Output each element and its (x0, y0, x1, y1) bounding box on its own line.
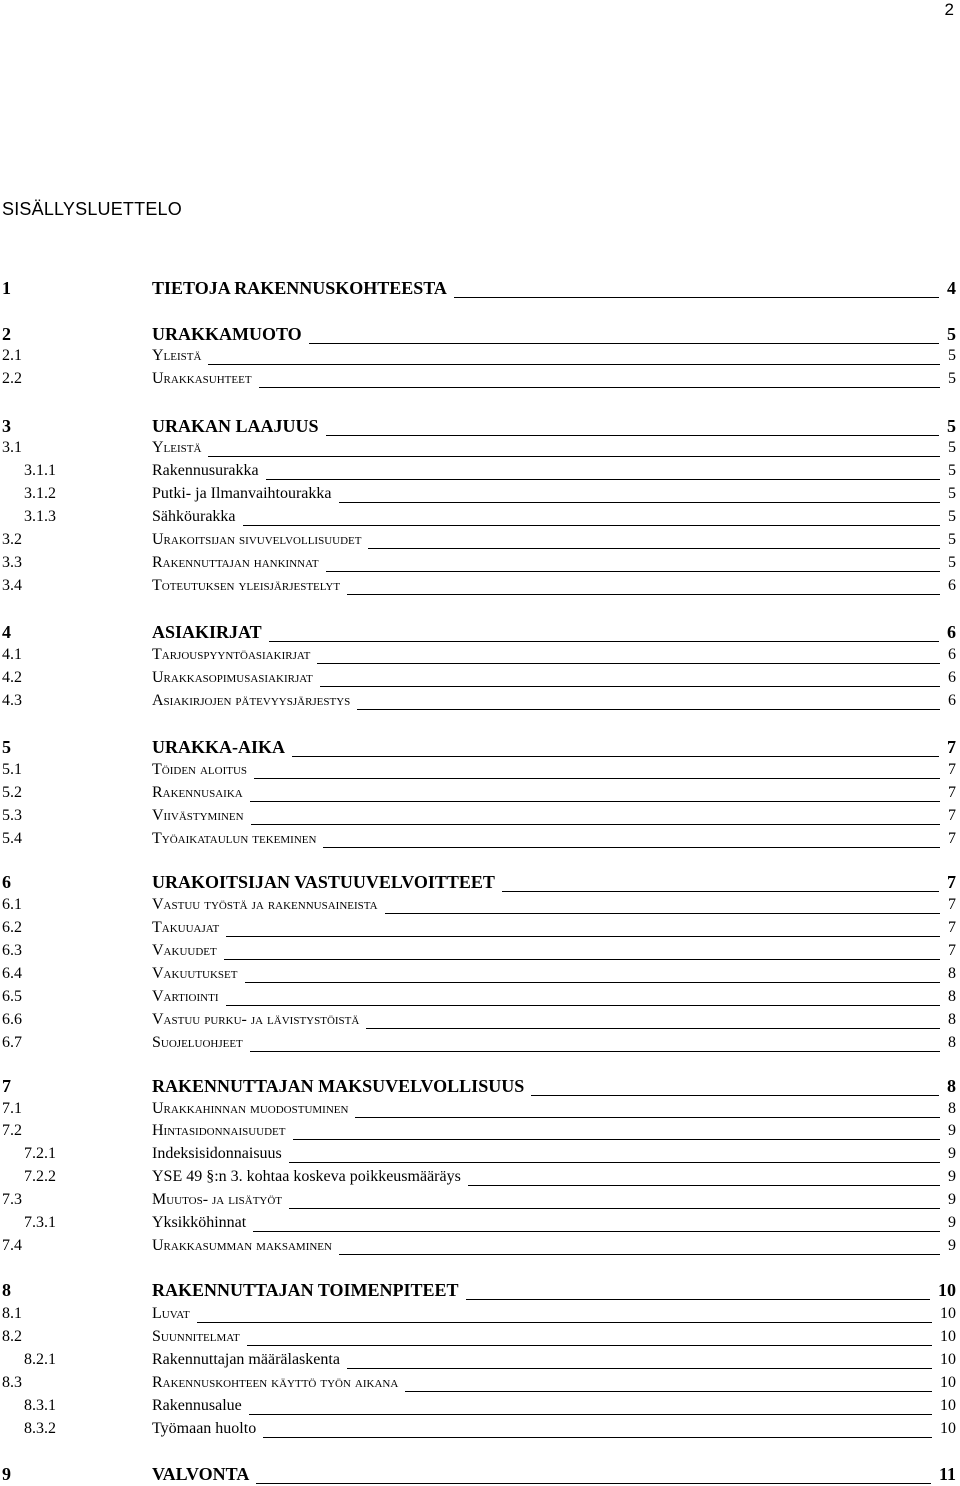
toc-leader-line (289, 1208, 940, 1209)
toc-entry-page: 10 (940, 1351, 956, 1368)
toc-entry-title: URAKOITSIJAN VASTUUVELVOITTEET (152, 872, 498, 893)
toc-entry[interactable] (0, 942, 960, 964)
toc-leader-line (269, 641, 939, 642)
toc-entry-number: 8.2.1 (24, 1351, 56, 1368)
toc-entry-title: Rakennusalue (152, 1397, 245, 1415)
toc-entry-title: RAKENNUTTAJAN TOIMENPITEET (152, 1280, 462, 1301)
toc-entry-number: 3.3 (2, 554, 22, 571)
toc-entry-page: 9 (948, 1145, 956, 1162)
toc-leader-line (320, 686, 940, 687)
toc-entry-page: 5 (948, 554, 956, 571)
toc-entry-title: VALVONTA (152, 1464, 252, 1485)
toc-entry[interactable] (0, 1122, 960, 1144)
toc-entry[interactable] (0, 669, 960, 691)
toc-leader-line (368, 548, 940, 549)
toc-entry[interactable] (0, 531, 960, 553)
toc-entry-number: 7 (2, 1076, 11, 1096)
toc-leader-line (208, 364, 940, 365)
toc-entry-page: 5 (948, 462, 956, 479)
toc-entry-number: 3.1.1 (24, 462, 56, 479)
toc-entry-number: 8.2 (2, 1328, 22, 1345)
toc-entry-page: 8 (947, 1076, 956, 1096)
toc-entry-page: 8 (948, 965, 956, 982)
toc-entry[interactable] (0, 1305, 960, 1327)
toc-entry[interactable] (0, 784, 960, 806)
toc-entry[interactable] (0, 1191, 960, 1213)
toc-leader-line (243, 525, 940, 526)
toc-entry[interactable] (0, 1397, 960, 1419)
toc-leader-line (289, 1162, 940, 1163)
toc-entry-number: 9 (2, 1464, 11, 1484)
toc-leader-line (357, 709, 940, 710)
toc-entry[interactable] (0, 370, 960, 392)
toc-entry-page: 5 (948, 485, 956, 502)
toc-entry-number: 4.2 (2, 669, 22, 686)
toc-entry-title: Luvat (152, 1305, 193, 1323)
toc-entry-title: Vartiointi (152, 988, 222, 1006)
toc-entry[interactable] (0, 1100, 960, 1122)
toc-entry[interactable] (0, 485, 960, 507)
toc-leader-line (385, 913, 940, 914)
toc-entry-page: 5 (948, 370, 956, 387)
toc-entry-page: 7 (948, 807, 956, 824)
toc-entry-number: 6.4 (2, 965, 22, 982)
toc-entry-title: Yksikköhinnat (152, 1214, 249, 1232)
toc-entry[interactable] (0, 1145, 960, 1167)
toc-leader-line (249, 1414, 932, 1415)
toc-entry[interactable] (0, 347, 960, 369)
toc-entry-title: Rakennusurakka (152, 462, 262, 480)
toc-entry-title: Vastuu työstä ja rakennusaineista (152, 896, 381, 914)
toc-entry[interactable] (0, 807, 960, 829)
toc-entry[interactable] (0, 761, 960, 783)
toc-leader-line (317, 663, 940, 664)
toc-entry-title: Urakoitsijan sivuvelvollisuudet (152, 531, 364, 549)
toc-entry-title: Työaikataulun tekeminen (152, 830, 319, 848)
toc-entry[interactable] (0, 1280, 960, 1302)
toc-leader-line (468, 1185, 940, 1186)
toc-entry-page: 8 (948, 1100, 956, 1117)
toc-entry-title: URAKKA-AIKA (152, 737, 288, 758)
toc-entry-title: Hintasidonnaisuudet (152, 1122, 289, 1140)
toc-entry-page: 10 (940, 1305, 956, 1322)
toc-leader-line (355, 1117, 940, 1118)
toc-entry[interactable] (0, 1034, 960, 1056)
toc-leader-line (226, 1005, 940, 1006)
toc-entry-page: 8 (948, 988, 956, 1005)
toc-entry-number: 7.4 (2, 1237, 22, 1254)
toc-entry-number: 2.2 (2, 370, 22, 387)
toc-entry-title: Töiden aloitus (152, 761, 250, 779)
toc-entry-number: 8.3.1 (24, 1397, 56, 1414)
toc-entry[interactable] (0, 646, 960, 668)
toc-entry[interactable] (0, 324, 960, 346)
toc-entry-number: 6.3 (2, 942, 22, 959)
toc-entry-number: 8 (2, 1280, 11, 1300)
toc-entry-number: 7.3.1 (24, 1214, 56, 1231)
toc-entry[interactable] (0, 278, 960, 300)
toc-entry-title: Toteutuksen yleisjärjestelyt (152, 577, 343, 595)
toc-entry-title: ASIAKIRJAT (152, 622, 265, 643)
toc-leader-line (263, 1437, 932, 1438)
toc-leader-line (226, 936, 940, 937)
toc-entry-number: 5.2 (2, 784, 22, 801)
toc-entry-page: 6 (948, 692, 956, 709)
toc-entry[interactable] (0, 919, 960, 941)
toc-entry-title: Viivästyminen (152, 807, 247, 825)
toc-leader-line (347, 594, 940, 595)
toc-entry-title: URAKKAMUOTO (152, 324, 305, 345)
toc-leader-line (323, 847, 940, 848)
toc-entry-page: 5 (948, 439, 956, 456)
toc-entry-number: 5.1 (2, 761, 22, 778)
toc-leader-line (254, 778, 940, 779)
toc-entry-number: 7.1 (2, 1100, 22, 1117)
toc-leader-line (259, 387, 940, 388)
toc-leader-line (405, 1391, 932, 1392)
toc-entry[interactable] (0, 554, 960, 576)
toc-entry-title: Rakennuskohteen käyttö työn aikana (152, 1374, 401, 1392)
toc-entry-page: 6 (948, 646, 956, 663)
toc-entry-page: 7 (948, 830, 956, 847)
toc-entry[interactable] (0, 1214, 960, 1236)
toc-entry[interactable] (0, 1464, 960, 1486)
toc-leader-line (366, 1028, 940, 1029)
toc-entry-page: 7 (947, 737, 956, 757)
toc-entry-page: 11 (938, 1464, 956, 1484)
toc-entry[interactable] (0, 1420, 960, 1442)
toc-entry-title: TIETOJA RAKENNUSKOHTEESTA (152, 278, 450, 299)
page-number: 2 (944, 0, 954, 19)
toc-entry-number: 3.4 (2, 577, 22, 594)
toc-entry-page: 9 (948, 1191, 956, 1208)
toc-entry-number: 2.1 (2, 347, 22, 364)
toc-entry-title: Tarjouspyyntöasiakirjat (152, 646, 313, 664)
toc-entry-number: 4.3 (2, 692, 22, 709)
toc-entry-title: Takuuajat (152, 919, 222, 937)
toc-entry-title: Suunnitelmat (152, 1328, 243, 1346)
toc-entry[interactable] (0, 622, 960, 644)
toc-entry-page: 4 (947, 278, 956, 298)
toc-entry-page: 10 (940, 1420, 956, 1437)
toc-entry[interactable] (0, 1076, 960, 1098)
toc-leader-line (454, 297, 939, 298)
toc-entry-page: 10 (940, 1397, 956, 1414)
toc-entry-title: Urakkasopimusasiakirjat (152, 669, 316, 687)
toc-entry-number: 6.6 (2, 1011, 22, 1028)
toc-entry[interactable] (0, 1237, 960, 1259)
toc-entry-number: 3 (2, 416, 11, 436)
toc-entry-title: Yleistä (152, 439, 204, 457)
toc-entry[interactable] (0, 577, 960, 599)
toc-entry-number: 7.2.2 (24, 1168, 56, 1185)
toc-entry[interactable] (0, 416, 960, 438)
toc-entry[interactable] (0, 1351, 960, 1373)
toc-entry-page: 5 (948, 531, 956, 548)
toc-entry-number: 6.7 (2, 1034, 22, 1051)
toc-entry-number: 6 (2, 872, 11, 892)
toc-entry-title: Asiakirjojen pätevyysjärjestys (152, 692, 353, 710)
toc-entry-page: 5 (947, 416, 956, 436)
toc-entry[interactable] (0, 439, 960, 461)
toc-entry-page: 7 (948, 761, 956, 778)
toc-entry[interactable] (0, 1011, 960, 1033)
toc-entry-page: 10 (940, 1374, 956, 1391)
toc-leader-line (466, 1299, 930, 1300)
toc-leader-line (502, 891, 939, 892)
toc-entry-title: Vastuu purku- ja lävistystöistä (152, 1011, 362, 1029)
toc-entry[interactable] (0, 988, 960, 1010)
toc-entry-page: 7 (948, 919, 956, 936)
toc-entry[interactable] (0, 1374, 960, 1396)
toc-entry-page: 6 (948, 669, 956, 686)
toc-entry-title: Rakennuttajan määrälaskenta (152, 1351, 343, 1369)
toc-entry-number: 5 (2, 737, 11, 757)
toc-entry-number: 6.1 (2, 896, 22, 913)
toc-entry-page: 9 (948, 1122, 956, 1139)
toc-entry-page: 7 (948, 942, 956, 959)
toc-entry-page: 7 (947, 872, 956, 892)
toc-entry-page: 8 (948, 1034, 956, 1051)
toc-entry-title: Työmaan huolto (152, 1420, 259, 1438)
toc-entry-number: 5.4 (2, 830, 22, 847)
toc-entry-page: 7 (948, 784, 956, 801)
toc-entry[interactable] (0, 896, 960, 918)
toc-leader-line (251, 824, 940, 825)
toc-entry-number: 7.2 (2, 1122, 22, 1139)
toc-entry-title: Yleistä (152, 347, 204, 365)
toc-entry-page: 8 (948, 1011, 956, 1028)
toc-entry-title: Indeksisidonnaisuus (152, 1145, 285, 1163)
toc-entry-page: 10 (938, 1280, 956, 1300)
toc-entry-page: 7 (948, 896, 956, 913)
toc-entry-title: Urakkahinnan muodostuminen (152, 1100, 351, 1118)
toc-entry-title: RAKENNUTTAJAN MAKSUVELVOLLISUUS (152, 1076, 527, 1097)
toc-entry-title: Putki- ja Ilmanvaihtourakka (152, 485, 335, 503)
toc-entry-page: 9 (948, 1237, 956, 1254)
toc-entry-title: Vakuudet (152, 942, 220, 960)
toc-entry-number: 2 (2, 324, 11, 344)
toc-title: SISÄLLYSLUETTELO (2, 199, 182, 219)
toc-entry-page: 5 (948, 508, 956, 525)
toc-entry[interactable] (0, 965, 960, 987)
toc-entry-page: 6 (948, 577, 956, 594)
toc-entry-number: 3.1 (2, 439, 22, 456)
toc-entry[interactable] (0, 830, 960, 852)
toc-leader-line (245, 982, 940, 983)
toc-entry-number: 3.2 (2, 531, 22, 548)
toc-entry-number: 6.5 (2, 988, 22, 1005)
toc-leader-line (197, 1322, 932, 1323)
toc-leader-line (208, 456, 940, 457)
toc-leader-line (247, 1345, 932, 1346)
toc-leader-line (309, 343, 939, 344)
toc-leader-line (250, 1051, 940, 1052)
toc-entry-number: 8.3.2 (24, 1420, 56, 1437)
toc-entry-title: Vakuutukset (152, 965, 241, 983)
toc-entry[interactable] (0, 508, 960, 530)
toc-leader-line (250, 801, 940, 802)
toc-entry-title: Suojeluohjeet (152, 1034, 246, 1052)
toc-leader-line (531, 1095, 939, 1096)
toc-entry-page: 9 (948, 1214, 956, 1231)
toc-entry-number: 8.1 (2, 1305, 22, 1322)
toc-entry[interactable] (0, 872, 960, 894)
toc-entry[interactable] (0, 692, 960, 714)
toc-leader-line (347, 1368, 932, 1369)
toc-entry-number: 3.1.3 (24, 508, 56, 525)
toc-entry-title: YSE 49 §:n 3. kohtaa koskeva poikkeusmääräys (152, 1168, 464, 1186)
toc-entry-page: 5 (948, 347, 956, 364)
toc-entry-title: Urakkasuhteet (152, 370, 255, 388)
toc-entry-number: 5.3 (2, 807, 22, 824)
toc-entry[interactable] (0, 1328, 960, 1350)
toc-entry-page: 10 (940, 1328, 956, 1345)
toc-entry-page: 6 (947, 622, 956, 642)
toc-leader-line (326, 435, 939, 436)
toc-entry-number: 7.2.1 (24, 1145, 56, 1162)
toc-entry-number: 6.2 (2, 919, 22, 936)
toc-entry-title: Rakennusaika (152, 784, 246, 802)
toc-entry-number: 4 (2, 622, 11, 642)
toc-leader-line (266, 479, 940, 480)
toc-entry-title: Rakennuttajan hankinnat (152, 554, 322, 572)
toc-leader-line (253, 1231, 940, 1232)
toc-entry-title: Sähköurakka (152, 508, 239, 526)
toc-leader-line (339, 1254, 940, 1255)
toc-leader-line (292, 756, 939, 757)
toc-entry-title: URAKAN LAAJUUS (152, 416, 322, 437)
toc-entry-number: 7.3 (2, 1191, 22, 1208)
toc-entry-title: Muutos- ja lisätyöt (152, 1191, 285, 1209)
toc-entry[interactable] (0, 1168, 960, 1190)
toc-entry-page: 9 (948, 1168, 956, 1185)
toc-entry-number: 3.1.2 (24, 485, 56, 502)
toc-entry-number: 4.1 (2, 646, 22, 663)
toc-entry-number: 1 (2, 278, 11, 298)
toc-entry-number: 8.3 (2, 1374, 22, 1391)
toc-entry[interactable] (0, 737, 960, 759)
toc-leader-line (339, 502, 940, 503)
toc-leader-line (293, 1139, 940, 1140)
toc-leader-line (224, 959, 940, 960)
toc-entry-page: 5 (947, 324, 956, 344)
toc-leader-line (256, 1483, 931, 1484)
toc-leader-line (326, 571, 940, 572)
toc-entry-title: Urakkasumman maksaminen (152, 1237, 335, 1255)
toc-entry[interactable] (0, 462, 960, 484)
